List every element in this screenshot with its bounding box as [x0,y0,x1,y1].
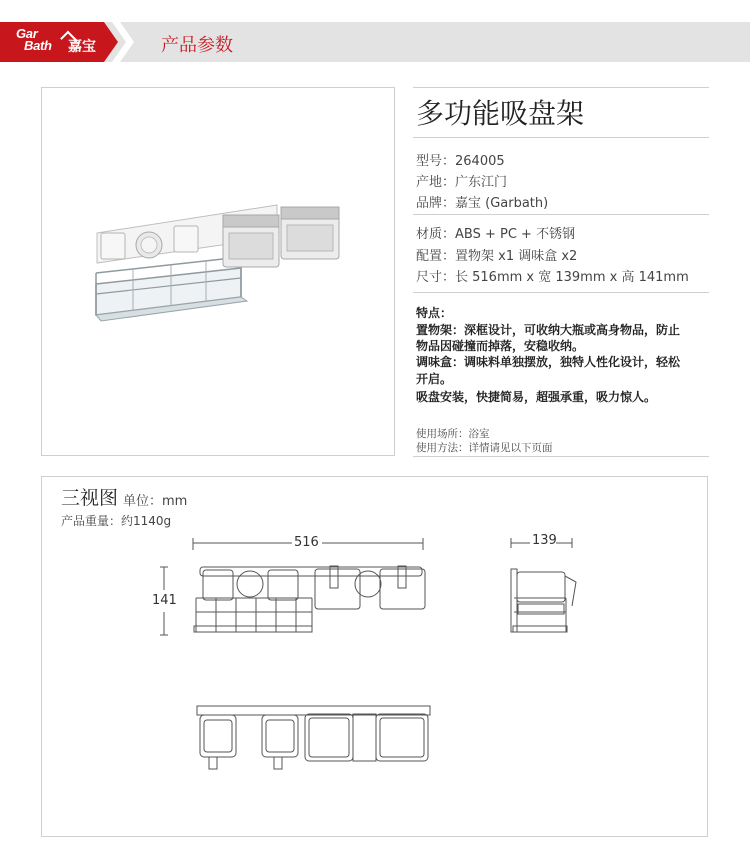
dim-length: 516 [294,535,319,550]
feature-line: 置物架：深框设计，可收纳大瓶或高身物品，防止 [416,323,681,337]
usage-method: 使用方法：详情请见以下页面 [416,442,553,454]
brand-line: 品牌：嘉宝 (Garbath) [416,196,549,211]
model-line: 型号：264005 [416,154,505,169]
feature-line: 物品因碰撞而掉落，安稳收纳。 [416,339,585,353]
usage-place: 使用场所：浴室 [416,428,490,440]
origin-line: 产地：广东江门 [416,175,508,190]
product-name: 多功能吸盘架 [416,97,585,130]
logo-text-bath: Bath [24,38,52,53]
section-title: 产品参数 [161,35,233,56]
logo-text-gar: Gar [16,26,38,41]
feature-line: 吸盘安装，快捷简易，超强承重，吸力惊人。 [416,390,657,404]
logo-text-cn: 嘉宝 [68,39,96,55]
feature-line: 开启。 [416,372,453,386]
dim-height: 141 [152,593,177,608]
size-line: 尺寸：长 516mm x 宽 139mm x 高 141mm [416,270,689,285]
product-weight: 产品重量：约1140g [61,514,172,528]
dim-width: 139 [532,533,557,548]
features-title: 特点： [416,306,453,320]
material-line: 材质：ABS + PC + 不锈钢 [416,227,576,242]
drawing-unit: 单位：mm [123,494,188,509]
drawing-title: 三视图 [61,487,119,509]
feature-line: 调味盒：调味料单独摆放，独特人性化设计，轻松 [416,355,681,369]
config-line: 配置：置物架 x1 调味盒 x2 [416,249,578,264]
